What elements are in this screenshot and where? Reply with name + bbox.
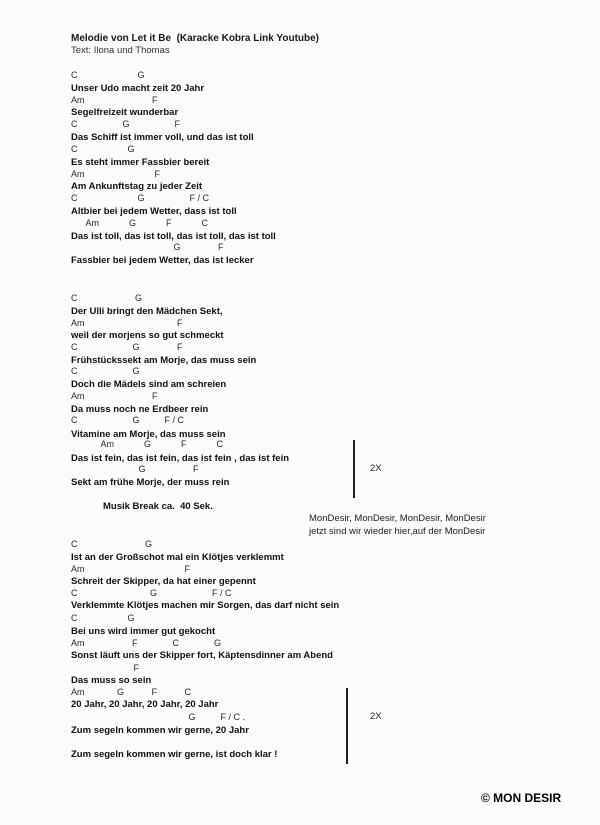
lyric-line: Sonst läuft uns der Skipper fort, Käptensdinner am Abend	[71, 650, 333, 661]
credits-line: Text: Ilona und Thomas	[71, 45, 170, 56]
chord-line: Am F	[71, 95, 158, 105]
chord-line: C G F / C	[71, 415, 185, 425]
lyric-line: Der Ulli bringt den Mädchen Sekt,	[71, 306, 223, 317]
lyric-line: Am Ankunftstag zu jeder Zeit	[71, 181, 203, 192]
chord-line: G F	[71, 242, 224, 252]
song-title: Melodie von Let it Be (Karacke Kobra Link Youtube)	[71, 33, 320, 44]
chord-line: C G	[71, 293, 143, 303]
lyric-line: Sekt am frühe Morje, der muss rein	[71, 477, 230, 488]
repeat-marker: 2X	[370, 463, 382, 474]
lyric-line: Das muss so sein	[71, 675, 152, 686]
lyric-line: Das Schiff ist immer voll, und das ist toll	[71, 132, 254, 143]
lyric-line: Das ist toll, das ist toll, das ist toll, das ist toll	[71, 231, 276, 242]
chord-line: C G	[71, 613, 135, 623]
chord-line: C G	[71, 366, 140, 376]
chord-line: Am F	[71, 564, 191, 574]
repeat-bracket	[346, 688, 348, 764]
lyric-line: Verklemmte Klötjes machen mir Sorgen, das darf nicht sein	[71, 600, 340, 611]
chord-line: Am G F C	[71, 687, 192, 697]
lyric-line: Zum segeln kommen wir gerne, 20 Jahr	[71, 725, 249, 736]
chant-line: MonDesir, MonDesir, MonDesir, MonDesir	[309, 513, 486, 524]
lyric-line: Frühstückssekt am Morje, das muss sein	[71, 355, 257, 366]
lyric-line: Doch die Mädels sind am schreien	[71, 379, 227, 390]
chord-line: Am F	[71, 169, 161, 179]
chant-line: jetzt sind wir wieder hier,auf der MonDesir	[309, 526, 486, 537]
lyric-line: weil der morjens so gut schmeckt	[71, 330, 224, 341]
chord-line: C G F / C	[71, 193, 210, 203]
chord-line: Am F	[71, 391, 158, 401]
chord-line: Am F C G	[71, 638, 222, 648]
chord-line: Am G F C	[71, 439, 224, 449]
lyric-line: Das ist fein, das ist fein, das ist fein , das ist fein	[71, 453, 290, 464]
lyric-line: 20 Jahr, 20 Jahr, 20 Jahr, 20 Jahr	[71, 699, 219, 710]
chord-line: F	[71, 663, 140, 673]
lyric-line: Fassbier bei jedem Wetter, das ist lecker	[71, 255, 254, 266]
repeat-bracket	[353, 440, 355, 498]
lyric-line: Ist an der Großschot mal ein Klötjes verklemmt	[71, 552, 284, 563]
copyright-notice: © MON DESIR	[481, 791, 562, 805]
chord-line: Am G F C	[71, 218, 209, 228]
lyric-line: Es steht immer Fassbier bereit	[71, 157, 210, 168]
repeat-marker: 2X	[370, 711, 382, 722]
chord-line: C G F	[71, 342, 183, 352]
lyric-line: Zum segeln kommen wir gerne, ist doch klar !	[71, 749, 278, 760]
lyric-line: Segelfreizeit wunderbar	[71, 107, 179, 118]
chord-line: G F	[71, 464, 199, 474]
chord-line: G F / C .	[71, 712, 246, 722]
lyric-line: Schreit der Skipper, da hat einer gepennt	[71, 576, 256, 587]
lyric-line: Unser Udo macht zeit 20 Jahr	[71, 83, 205, 94]
chord-line: C G F / C	[71, 588, 232, 598]
chord-line: C G	[71, 70, 145, 80]
chord-line: C G	[71, 144, 135, 154]
lyric-line: Vitamine am Morje, das muss sein	[71, 429, 226, 440]
lyric-line: Altbier bei jedem Wetter, dass ist toll	[71, 206, 237, 217]
chord-line: C G	[71, 539, 153, 549]
chord-line: C G F	[71, 119, 181, 129]
music-break: Musik Break ca. 40 Sek.	[103, 501, 213, 512]
chord-line: Am F	[71, 318, 183, 328]
lyric-line: Bei uns wird immer gut gekocht	[71, 626, 216, 637]
lyric-line: Da muss noch ne Erdbeer rein	[71, 404, 209, 415]
